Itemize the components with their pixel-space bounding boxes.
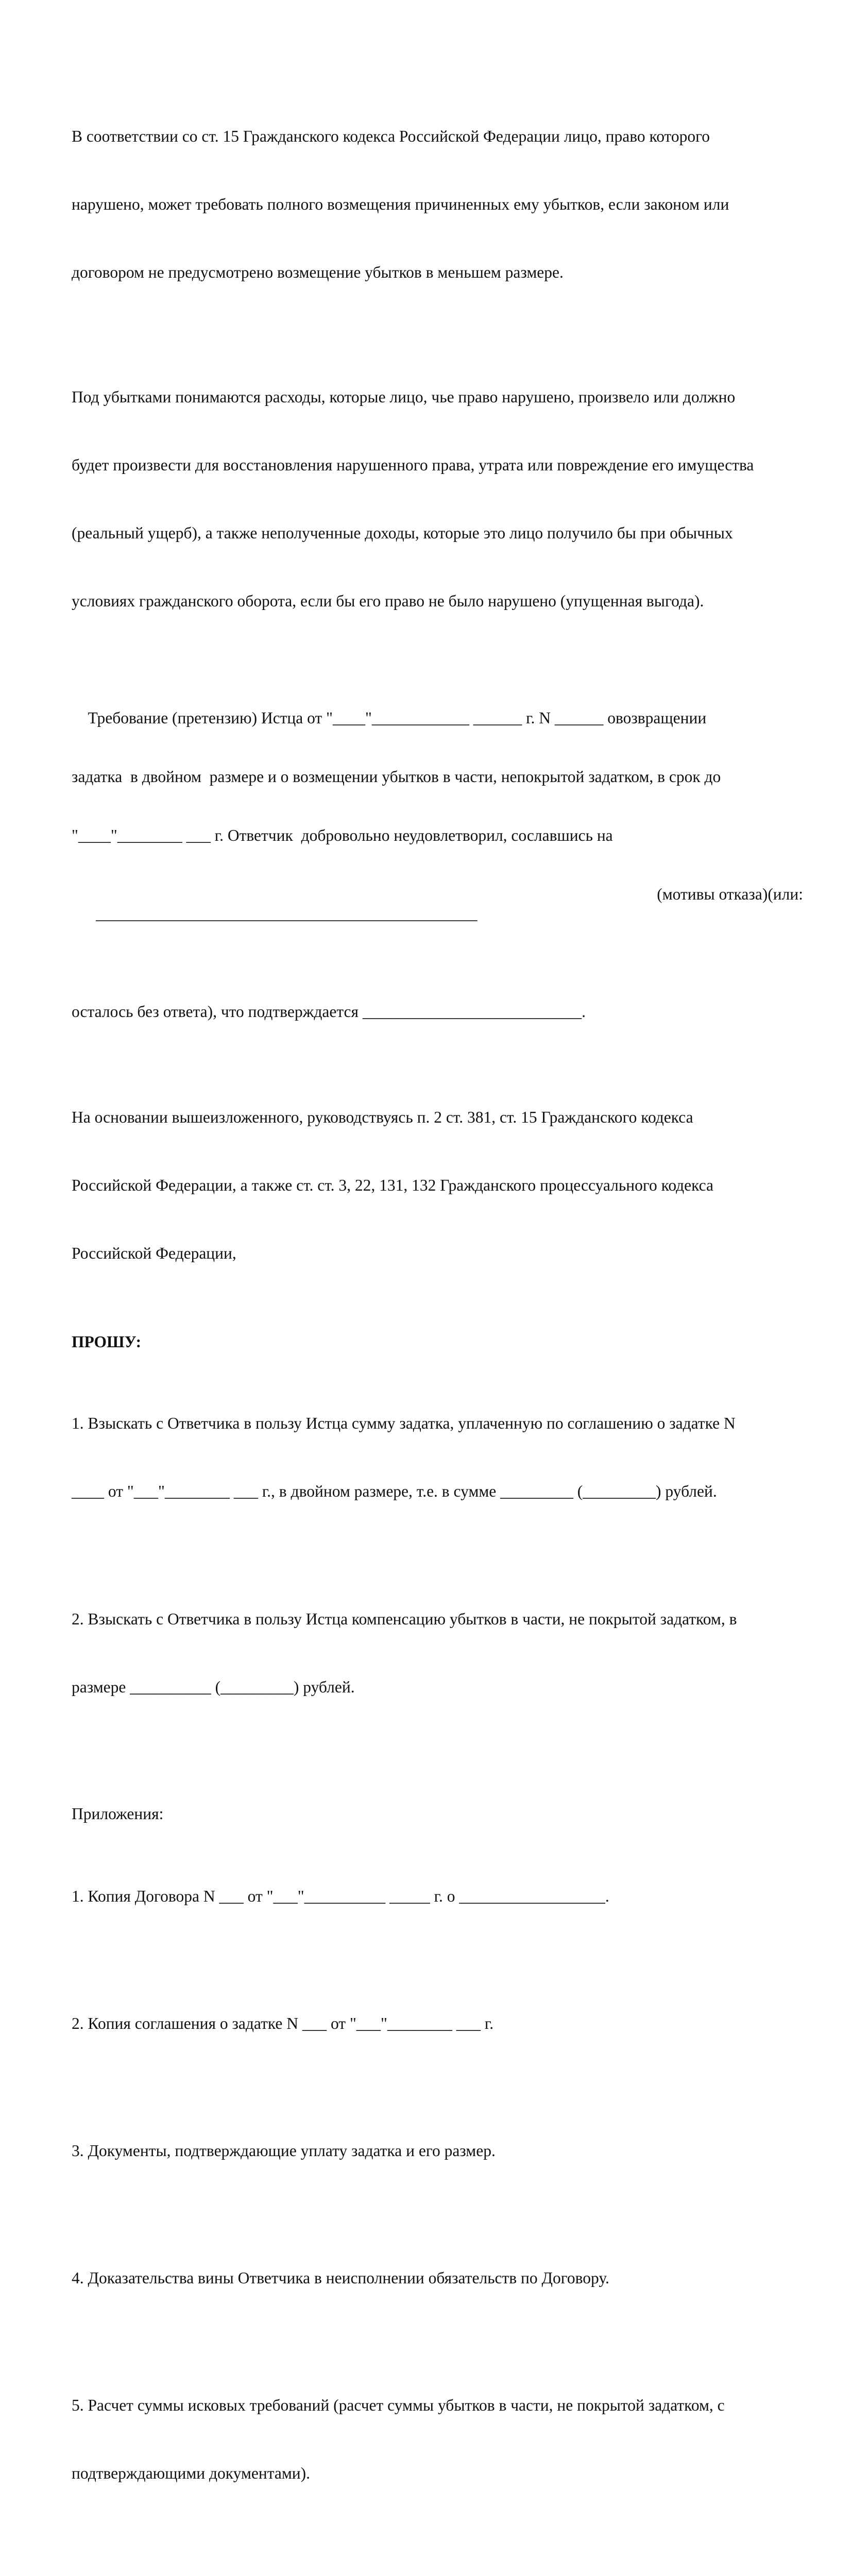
refusal-reason-blank: _______________________________________________ [96,905,478,923]
text-line: 4. Доказательства вины Ответчика в неисполнении обязательств по Договору. [72,2269,609,2287]
intro-paragraph-damages-right [72,80,803,329]
text-line: ____ от "___"________ ___ г., в двойном размере, т.е. в сумме _________ (_________) рублей. [72,1482,717,1500]
text-line: (реальный ущерб), а также неполученные доходы, которые это лицо получило бы при обычных [72,524,733,542]
attachment-item [72,2349,803,2530]
attachment-item [72,2544,803,2576]
text-line-refusal-reason [72,885,803,963]
attachment-item [72,1967,803,2080]
text-line: задатка в двойном размере и о возмещении убытков в части, непокрытой задатком, в срок до [72,768,721,786]
request-heading: ПРОШУ: [72,1333,142,1351]
intro-paragraph-damages-definition [72,341,803,658]
text-line: условиях гражданского оборота, если бы его право не было нарушено (упущенная выгода). [72,592,704,610]
text-line: Российской Федерации, а также ст. ст. 3, 22, 131, 132 Гражданского процессуального кодекса [72,1176,714,1194]
text-line: 3. Документы, подтверждающие уплату задатка и его размер. [72,2142,496,2160]
text-line: нарушено, может требовать полного возмещения причиненных ему убытков, если законом или [72,195,729,213]
request-item-deposit [72,1367,803,1548]
text-line: осталось без ответа), что подтверждается ___________________________. [72,1003,586,1021]
text-line: Требование (претензию) Истца от "____"____________ ______ г. N ______ овозвращении [72,709,707,727]
text-line: На основании вышеизложенного, руководствуясь п. 2 ст. 381, ст. 15 Гражданского кодекса [72,1108,693,1126]
text-line: подтверждающими документами). [72,2464,311,2482]
text-line: 1. Взыскать с Ответчика в пользу Истца сумму задатка, уплаченную по соглашению о задатке N [72,1414,736,1432]
claim-refusal-paragraph [72,669,803,1061]
text-line: будет произвести для восстановления нарушенного права, утрата или повреждение его имущества [72,456,754,474]
text-line: 5. Расчет суммы исковых требований (расчет суммы убытков в части, не покрытой задатком, с [72,2396,725,2414]
text-line: 1. Копия Договора N ___ от "___"__________ _____ г. о __________________. [72,1887,609,1905]
request-item-damages [72,1563,803,1744]
text-line: размере __________ (_________) рублей. [72,1678,355,1696]
text-line: 2. Копия соглашения о задатке N ___ от "___"________ ___ г. [72,2014,494,2032]
section-spacer [72,1758,803,1803]
text-line: В соответствии со ст. 15 Гражданского кодекса Российской Федерации лицо, право которого [72,127,710,145]
legal-grounds-paragraph [72,1061,803,1310]
attachment-item [72,2222,803,2335]
refusal-reason-caption: (мотивы отказа)(или: [657,885,803,903]
document-page [72,80,803,2576]
text-line: Российской Федерации, [72,1244,236,1262]
attachments-title: Приложения: [72,1805,164,1823]
text-line: "____"________ ___ г. Ответчик добровольно неудовлетворил, сославшись на [72,826,613,844]
text-line: Под убытками понимаются расходы, которые лицо, чье право нарушено, произвело или должно [72,388,736,406]
attachment-item [72,2094,803,2208]
text-line: 2. Взыскать с Ответчика в пользу Истца компенсацию убытков в части, не покрытой задатком, в [72,1610,737,1628]
attachment-item [72,1840,803,1953]
text-line: договором не предусмотрено возмещение убытков в меньшем размере. [72,263,564,281]
